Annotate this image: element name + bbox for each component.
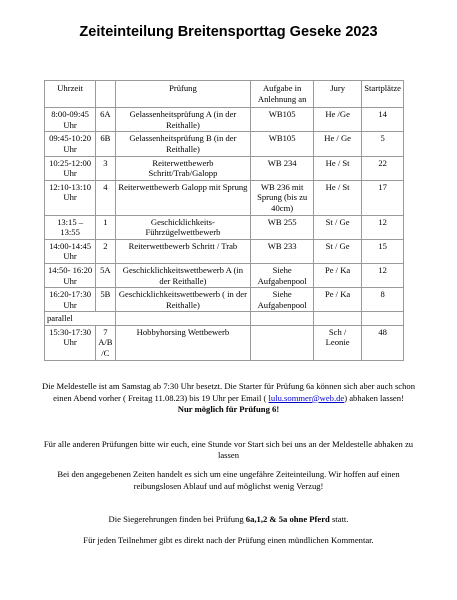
table-row (45, 263, 404, 287)
header-startplaetze: Startplätze (362, 81, 404, 108)
cell-jury: St / Ge (313, 215, 361, 239)
cell-aufgabe: WB 233 (251, 239, 314, 263)
cell-jury: He / Ge (313, 132, 361, 156)
registration-note (40, 381, 417, 416)
cell-jury: Sch / Leonie (313, 325, 361, 360)
cell-nr: 3 (96, 156, 115, 180)
cell-time: 09:45-10:20 Uhr (45, 132, 96, 156)
header-aufgabe: Aufgabe in Anlehnung an (251, 81, 314, 108)
cell-empty (313, 312, 361, 326)
header-uhrzeit: Uhrzeit (45, 81, 96, 108)
cell-nr: 6A (96, 108, 115, 132)
cell-empty (115, 312, 251, 326)
cell-aufgabe (251, 325, 314, 360)
cell-pruefung: Gelassenheitsprüfung B (in der Reithalle) (115, 132, 251, 156)
cell-nr: 5A (96, 263, 115, 287)
cell-startplaetze: 12 (362, 263, 404, 287)
cell-jury: Pe / Ka (313, 288, 361, 312)
cell-time: 14:50- 16:20 Uhr (45, 263, 96, 287)
table-row (45, 132, 404, 156)
cell-aufgabe: WB105 (251, 132, 314, 156)
header-jury: Jury (313, 81, 361, 108)
checkin-note: Für alle anderen Prüfungen bitte wir euch, eine Stunde vor Start sich bei uns an der Meldestelle abhaken zu lassen (43, 438, 414, 461)
cell-jury: Pe / Ka (313, 263, 361, 287)
cell-startplaetze: 8 (362, 288, 404, 312)
timing-note: Bei den angegebenen Zeiten handelt es sich um eine ungefähre Zeiteinteilung. Wir hoffen auf einen reibungslosen Ablauf und auf möglichst wenig Verzug! (57, 468, 400, 491)
table-row (45, 239, 404, 263)
cell-nr: 4 (96, 180, 115, 215)
cell-jury: He /Ge (313, 108, 361, 132)
cell-startplaetze: 15 (362, 239, 404, 263)
document-title: Zeiteinteilung Breitensporttag Geseke 2023 (79, 24, 378, 40)
cell-time: 14:00-14:45 Uhr (45, 239, 96, 263)
cell-pruefung: Reiterwettbewerb Schritt/Trab/Galopp (115, 156, 251, 180)
cell-aufgabe: WB 236 mit Sprung (bis zu 40cm) (251, 180, 314, 215)
registration-text: Die Meldestelle ist am Samstag ab 7:30 Uhr besetzt. Die Starter für Prüfung 6a können sich aber auch schon einen Abend vorher ( Freitag 11.08.23) bis 19 Uhr per Email ( (41, 381, 415, 403)
cell-aufgabe: WB 234 (251, 156, 314, 180)
cell-nr: 1 (96, 215, 115, 239)
cell-aufgabe: WB 255 (251, 215, 314, 239)
registration-highlight: Nur möglich für Prüfung 6! (177, 404, 280, 415)
cell-aufgabe: WB105 (251, 108, 314, 132)
cell-nr: 5B (96, 288, 115, 312)
awards-text: Die Siegerehrungen finden bei Prüfung (108, 514, 246, 525)
cell-aufgabe: Siehe Aufgabenpool (251, 263, 314, 287)
cell-nr: 6B (96, 132, 115, 156)
parallel-row (45, 312, 404, 326)
cell-pruefung: Geschicklichkeitswettbewerb A (in der Reithalle) (115, 263, 251, 287)
cell-pruefung: Geschicklichkeits-Führzügelwettbewerb (115, 215, 251, 239)
cell-startplaetze: 48 (362, 325, 404, 360)
cell-pruefung: Geschicklichkeitswettbewerb ( in der Reithalle) (115, 288, 251, 312)
cell-startplaetze: 5 (362, 132, 404, 156)
feedback-note: Für jeden Teilnehmer gibt es direkt nach der Prüfung einen mündlichen Kommentar. (83, 534, 374, 545)
notes-section (40, 381, 417, 546)
cell-nr: 7 A/B /C (96, 325, 115, 360)
awards-text-end: statt. (329, 514, 349, 525)
cell-startplaetze: 12 (362, 215, 404, 239)
schedule-table (44, 80, 404, 361)
awards-note (40, 514, 417, 526)
cell-empty (251, 312, 314, 326)
table-row (45, 325, 404, 360)
awards-highlight: 6a,1,2 & 5a ohne Pferd (245, 514, 330, 525)
cell-time: 13:15 – 13:55 (45, 215, 96, 239)
cell-startplaetze: 22 (362, 156, 404, 180)
cell-jury: St / Ge (313, 239, 361, 263)
cell-pruefung: Gelassenheitsprüfung A (in der Reithalle) (115, 108, 251, 132)
cell-pruefung: Reiterwettbewerb Schritt / Trab (115, 239, 251, 263)
cell-startplaetze: 17 (362, 180, 404, 215)
cell-empty (362, 312, 404, 326)
table-row (45, 180, 404, 215)
header-pruefung: Prüfung (115, 81, 251, 108)
email-link[interactable]: lulu.sommer@web.de (268, 392, 345, 403)
cell-jury: He / St (313, 156, 361, 180)
table-row (45, 156, 404, 180)
cell-pruefung: Hobbyhorsing Wettbewerb (115, 325, 251, 360)
cell-time: 12:10-13:10 Uhr (45, 180, 96, 215)
cell-time: 15:30-17:30 Uhr (45, 325, 96, 360)
cell-nr: 2 (96, 239, 115, 263)
registration-text-end: ) abhaken lassen! (344, 392, 404, 403)
table-row (45, 108, 404, 132)
table-row (45, 215, 404, 239)
cell-aufgabe: Siehe Aufgabenpool (251, 288, 314, 312)
table-row (45, 288, 404, 312)
cell-startplaetze: 14 (362, 108, 404, 132)
cell-pruefung: Reiterwettbewerb Galopp mit Sprung (115, 180, 251, 215)
cell-time: 10:25-12:00 Uhr (45, 156, 96, 180)
cell-jury: He / St (313, 180, 361, 215)
parallel-label: parallel (45, 312, 116, 326)
cell-time: 16:20-17:30 Uhr (45, 288, 96, 312)
header-nr (96, 81, 115, 108)
table-header-row (45, 81, 404, 108)
cell-time: 8:00-09:45 Uhr (45, 108, 96, 132)
